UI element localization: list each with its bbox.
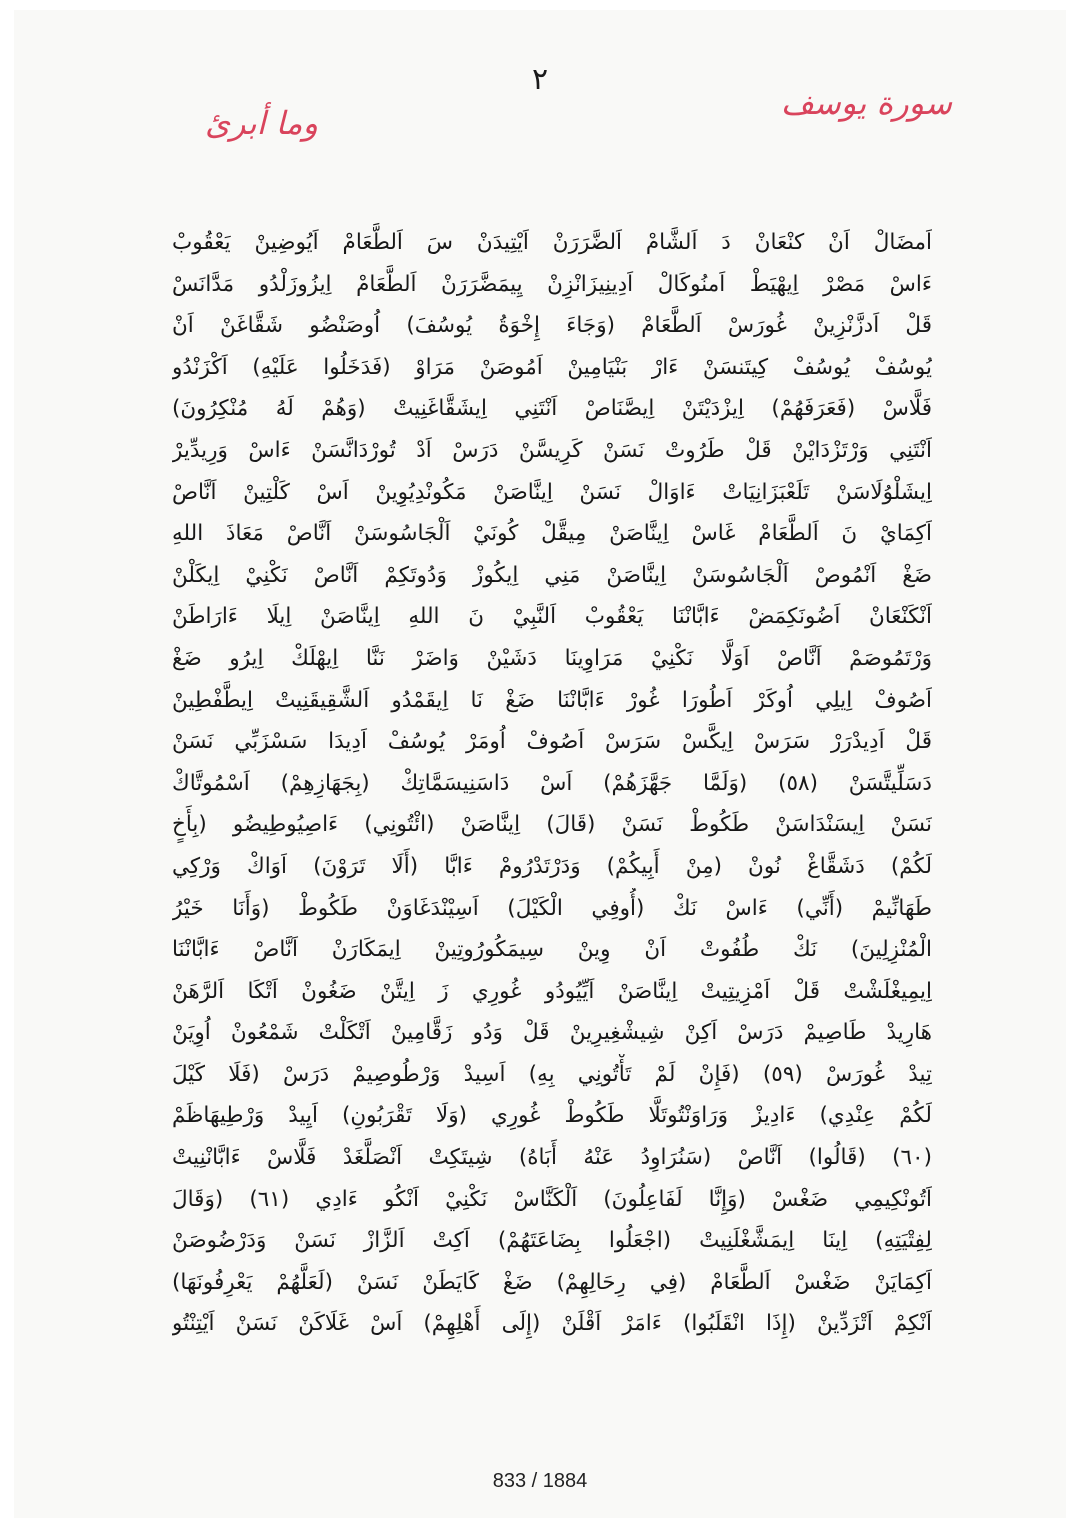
text-line: تِيدْ غُورَسْ (٥٩) (فَإِنْ لَمْ تَأْتُونِي بِهِ) اَسِيدْ وَرْطُوصِيمْ دَرَسْ (فَلَا كَيْلَ (172, 1061, 932, 1087)
text-line: اَكِمَايَنْ ضَغْسْ اَلطَّعَامْ (فِي رِحَالِهِمْ) ضَغْ كَايَطَنْ نَسَنْ (لَعَلَّهُمْ يَعْرِفُونَهَا) (172, 1269, 932, 1295)
text-line: اَنْكَنْعَانْ اَضُونَكِمَضْ ءَابَّانْنَا يَعْقُوبْ اَلنَّبِيْ نَ اللهِ اِينَّاصَنْ اِيلَا ءَارَاطَنْ (172, 604, 932, 630)
text-line: قَلْ اَدزَّنْزِينْ غُورَسْ اَلطَّعَامْ (وَجَاءَ إِخْوَةُ يُوسُفَ) اُوصَنْضُو شَقَّاغَنْ اَنْ (172, 313, 932, 339)
handwritten-surah-title: سورة يوسف (780, 84, 952, 122)
text-line: قَلْ اَدِيدْرَرْ سَرَسْ اِيكَّسْ سَرَسْ اَصُوفْ اُومَرْ يُوسُفْ اَدِيدَا سَسْزَبِّي نَسَنْ (172, 729, 932, 755)
text-line: (٦٠) (قَالُوا) اَنَّاصْ (سَنُرَاوِدُ عَنْهُ أَبَاهُ) شِيتَكِتْ اَنْصَلَّغَدْ فَلَّاسْ ءَابَّانْنِيتْ (172, 1145, 932, 1171)
text-line: اَمضَالْ اَنْ كنْعَانْ دَ اَلشَّامْ اَلضَّرَرَنْ اَيْتِيدَنْ سَ اَلطَّعَامْ اَيُوضِينْ يَعْقُوبْ (172, 230, 932, 255)
text-line: لِفِتْيَتِهِ) اِينَا اِيمَشَّغْلَنِيتْ (اجْعَلُوا بِضَاعَتَهُمْ) اَكِتْ اَلزَّازْ نَسَنْ وَدَرْضُوصَنْ (172, 1228, 932, 1254)
text-line: اَتُونْكِيمِي ضَغْسْ (وَإِنَّا لَفَاعِلُونَ) اَلْكَنَّاسْ نَكْنِيْ اَنْكُو ءَادِي (٦١) (وَقَالَ (172, 1186, 932, 1212)
text-line: نَسَنْ اِيسَنْدَاسَنْ طَكُوطْ نَسَنْ (قَالَ) اِينَّاصَنْ (ائْتُونِي) ءَاصِيُوطِيضُو (بِأَخٍ (172, 812, 932, 838)
text-line: لَكُمْ عِنْدِي) ءَادِيزْ وَرَاوَنْتُوتَلَّا طَكُوطْ غُورِي (وَلَا تَقْرَبُونِ) اَيِيدْ وَرْطِيهَاظَمْ (172, 1103, 932, 1129)
text-line: ءَاسْ مَصْرْ اِيهْيَطْ اَمنُوكَالْ اَدِينِيزَانْزِنْ يِيمَضَّرَرَنْ اَلطَّعَامْ اِيزُوزَلْدُو مَدَّانَسْ (172, 271, 932, 297)
text-line: دَسَلِّيتَّسَنْ (٥٨) (وَلَمَّا جَهَّزَهُمْ) اَسْ دَاسَنِيسَمَّاتِكْ (بِجَهَازِهِمْ) اَسْمُوتَّاكْ (172, 770, 932, 796)
page-number: ٢ (531, 62, 549, 97)
text-line: ضَغْ اَنْمُوصْ اَلْجَاسُوسَنْ اِينَّاصَنْ مَنِي اِيكُوزْ وَدُوتَكِمْ اَنَّاصْ نَكْنِيْ اِيكَلْنْ (172, 562, 932, 588)
text-line: اَكِمَايْ نَ اَلطَّعَامْ غَاسْ اِينَّاصَنْ مِيقَّلْ كُونَيْ اَلْجَاسُوسَنْ اَنَّاصْ مَعَاذَ اللهِ (172, 521, 932, 547)
text-line: اِيشَلْوُلَاسَنْ تَلَعْبَزَانِيَاتْ ءَاوَالْ نَسَنْ اِينَّاصَنْ مَكُونْدِيُوِينْ اَسْ كَلْتِينْ اَنَّاصْ (172, 479, 932, 505)
text-line: اَصُوفْ اِيلِي اُوكَرْ اَطُورَا غُورْ ءَابَّانْنَا ضَغْ نَا اِيقَمْدُو اَلشَّقِيقَنِيتْ اِيطَّفْطِينْ (172, 687, 932, 713)
text-line: طَهَانِّيمْ (أَنِّي) ءَاسْ نَكْ (أُوفِي الْكَيْلَ) اَسِيْنْدَغَاوَنْ طَكُوطْ (وَأَنَا خَيْرُ (172, 895, 932, 921)
text-line: اِيمِيغْلَشْتْ قَلْ اَمْزِيتِيتْ اِينَّاصَنْ اَيِّيُودُو غُورِي زَ اِيتَّنْ ضَغُونْ اَتْكَا اَلرَّهَنْ (172, 978, 932, 1004)
text-line: لَكُمْ) دَشَقَّاغْ نُونْ (مِنْ أَبِيكُمْ) وَدَرْتَدْرُومْ ءَابَّا (أَلَا تَرَوْنَ) اَوَاكْ وَرْكِي (172, 853, 932, 879)
text-line: فَلَّاسْ (فَعَرَفَهُمْ) اِيزْدَيْتَنْ اِيصَّنَاصْ اَنْتَنِي اِيشَقَّاغَنِيتْ (وَهُمْ لَهُ مُنْكِرُونَ) (172, 396, 932, 422)
text-line: اَنْكِمْ اَتْزَدِّينْ (إِذَا انْقَلَبُوا) ءَامَرْ اَقْلَنْ (إِلَى أَهْلِهِمْ) اَسْ غَلَاكَنْ نَسَنْ اَيْتِنْتُو (172, 1311, 932, 1337)
handwritten-section-note: وما أبرئ (205, 104, 319, 142)
text-line: هَارِيدْ طَاصِيمْ دَرَسْ اَكِنْ شِيشْغِيرِينْ قَلْ وَدُو زَقَّامِينْ اَتْكَلْتْ شَمْعُونْ اُوِيَنْ (172, 1020, 932, 1046)
page-counter: 833 / 1884 (492, 1470, 588, 1492)
text-line: وَرْتَمُوصَمْ اَنَّاصْ اَوَلَّا نَكْنِيْ مَرَاوِينَا دَشَيْنْ وَاضَرْ نَنَّا اِيهْلَكْ اِيرُو ضَغْ (172, 645, 932, 671)
text-line: الْمُنْزِلِينَ) نَكْ طُفُوتْ اَنْ وِينْ سِيمَكُورُوتِينْ اِيمَكَارَنْ اَنَّاصْ ءَابَّانْنَا (172, 937, 932, 963)
text-line: يُوسُفْ يُوسُفْ كِيتَنسَنْ ءَارْ بَنْيَامِينْ اَمُوصَنْ مَرَاوْ (فَدَخَلُوا عَلَيْهِ) اَكْزَنْدُو (172, 354, 932, 380)
text-line: اَنْتَنِي وَرْتَزْدَايْنْ قَلْ طَرُوتْ نَسَنْ كَرِيسَّنْ دَرَسْ اَدْ تُورْدَانَّسَنْ ءَاسْ وَرِيدِّيرْ (172, 437, 932, 463)
body-text (172, 222, 932, 1345)
